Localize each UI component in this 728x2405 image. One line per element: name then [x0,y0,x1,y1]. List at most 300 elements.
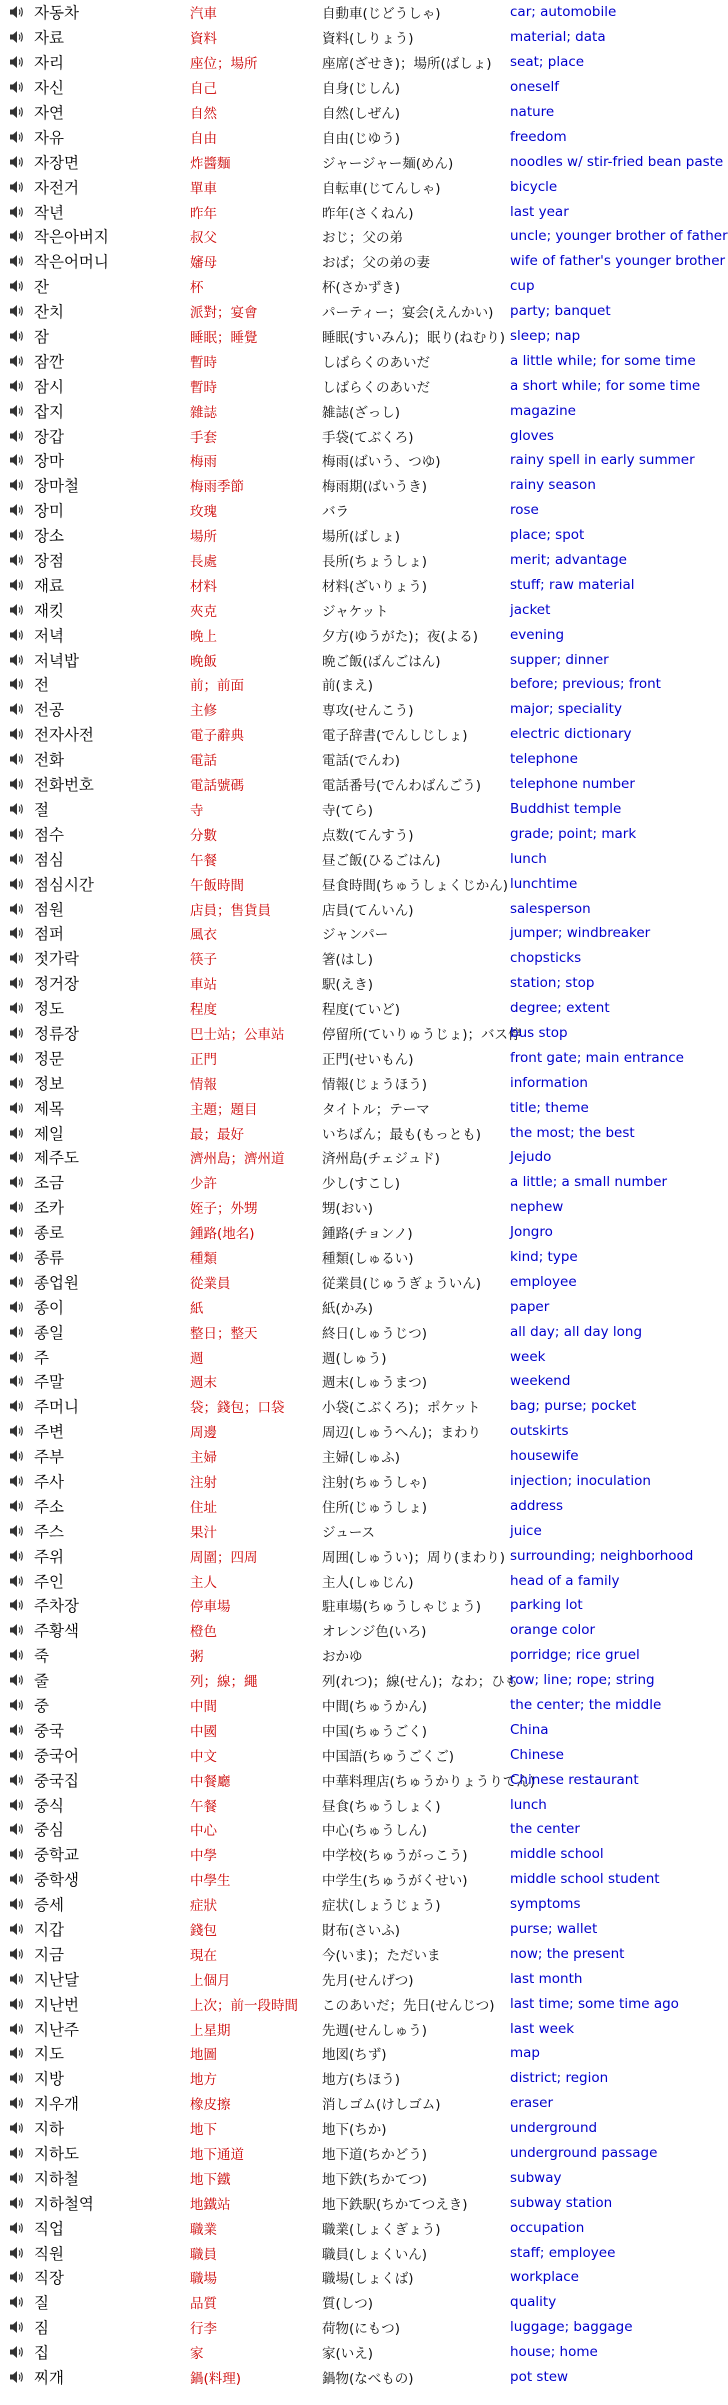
speaker-icon[interactable] [0,2096,34,2110]
english-translation: supper; dinner [510,651,609,668]
korean-word: 종이 [34,1298,64,1317]
japanese-translation: 夕方(ゆうがた)；夜(よる) [322,628,479,645]
japanese-translation: 昼食時間(ちゅうしょくじかん) [322,877,509,894]
vocab-row [0,1021,720,1046]
speaker-icon[interactable] [0,1101,34,1115]
vocab-row [0,1693,720,1718]
japanese-translation: 週末(しゅうまつ) [322,1375,428,1392]
english-translation: nephew [510,1199,564,1216]
vocab-row [0,697,720,722]
speaker-icon[interactable] [0,105,34,119]
japanese-translation: 地方(ちほう) [322,2072,401,2089]
speaker-icon[interactable] [0,503,34,517]
japanese-translation: 昼ご飯(ひるごはん) [322,852,441,869]
speaker-icon[interactable] [0,55,34,69]
vocab-row [0,75,720,100]
speaker-icon[interactable] [0,304,34,318]
vocab-row [0,1892,720,1917]
english-translation: gloves [510,427,554,444]
speaker-icon[interactable] [0,1847,34,1861]
vocab-row [0,1195,720,1220]
chinese-translation: 杯 [190,280,204,297]
speaker-icon[interactable] [0,1673,34,1687]
vocab-row [0,1070,720,1095]
speaker-icon[interactable] [0,1225,34,1239]
chinese-translation: 整日；整天 [190,1325,258,1342]
speaker-icon[interactable] [0,1374,34,1388]
speaker-icon[interactable] [0,1175,34,1189]
speaker-icon[interactable] [0,2270,34,2284]
speaker-icon[interactable] [0,553,34,567]
english-translation: merit; advantage [510,552,627,569]
speaker-icon[interactable] [0,354,34,368]
vocab-row [0,523,720,548]
speaker-icon[interactable] [0,1424,34,1438]
speaker-icon[interactable] [0,1325,34,1339]
korean-word: 주머니 [34,1398,79,1417]
chinese-translation: 派對；宴會 [190,305,258,322]
chinese-translation: 紙 [190,1300,204,1317]
japanese-translation: 地下鉄(ちかてつ) [322,2171,428,2188]
vocab-row [0,2290,720,2315]
speaker-icon[interactable] [0,1350,34,1364]
speaker-icon[interactable] [0,752,34,766]
japanese-translation: 職員(しょくいん) [322,2246,428,2263]
speaker-icon[interactable] [0,1275,34,1289]
speaker-icon[interactable] [0,1250,34,1264]
speaker-icon[interactable] [0,205,34,219]
speaker-icon[interactable] [0,1449,34,1463]
speaker-icon[interactable] [0,976,34,990]
speaker-icon[interactable] [0,677,34,691]
korean-word: 제목 [34,1099,64,1118]
vocab-row [0,2315,720,2340]
speaker-icon[interactable] [0,155,34,169]
speaker-icon[interactable] [0,1897,34,1911]
japanese-translation: 中学校(ちゅうがっこう) [322,1848,468,1865]
english-translation: major; speciality [510,701,622,718]
vocab-row [0,2240,720,2265]
japanese-translation: 駅(えき) [322,977,374,994]
english-translation: a short while; for some time [510,377,701,394]
english-translation: head of a family [510,1572,620,1589]
speaker-icon[interactable] [0,279,34,293]
vocab-row [0,473,720,498]
english-translation: house; home [510,2344,598,2361]
chinese-translation: 周邊 [190,1425,217,1442]
japanese-translation: 家(いえ) [322,2346,374,2363]
english-translation: nature [510,104,555,120]
vocab-row [0,2340,720,2365]
japanese-translation: 中国語(ちゅうごくご) [322,1748,455,1765]
speaker-icon[interactable] [0,478,34,492]
chinese-translation: 地鐵站 [190,2196,231,2213]
japanese-translation: 店員(てんいん) [322,902,414,919]
korean-word: 중학교 [34,1846,79,1865]
chinese-translation: 周圍；四周 [190,1549,258,1566]
speaker-icon[interactable] [0,1574,34,1588]
vocab-row [0,2116,720,2141]
english-translation: purse; wallet [510,1921,598,1938]
japanese-translation: 先週(せんしゅう) [322,2022,428,2039]
english-translation: a little; a small number [510,1174,668,1191]
vocab-row [0,1742,720,1767]
english-translation: last time; some time ago [510,1995,679,2012]
speaker-icon[interactable] [0,1798,34,1812]
korean-word: 직원 [34,2244,64,2263]
english-translation: grade; point; mark [510,825,637,842]
chinese-translation: 自然 [190,106,217,122]
speaker-icon[interactable] [0,2071,34,2085]
chinese-translation: 職業 [190,2221,217,2238]
speaker-icon[interactable] [0,1051,34,1065]
speaker-icon[interactable] [0,1822,34,1836]
speaker-icon[interactable] [0,2295,34,2309]
chinese-translation: 果汁 [190,1524,217,1541]
english-translation: housewife [510,1448,579,1465]
japanese-translation: 主婦(しゅふ) [322,1450,401,1467]
speaker-icon[interactable] [0,453,34,467]
speaker-icon[interactable] [0,628,34,642]
speaker-icon[interactable] [0,2246,34,2260]
korean-word: 장갑 [34,427,64,446]
korean-word: 중 [34,1697,49,1715]
speaker-icon[interactable] [0,2370,34,2384]
english-translation: address [510,1497,564,1514]
speaker-icon[interactable] [0,727,34,741]
chinese-translation: 中國 [190,1723,217,1740]
chinese-translation: 車站 [190,977,217,994]
english-translation: weekend [510,1373,571,1390]
chinese-translation: 注射 [190,1474,217,1491]
japanese-translation: 地下(ちか) [322,2122,387,2139]
speaker-icon[interactable] [0,1947,34,1961]
speaker-icon[interactable] [0,1524,34,1538]
japanese-translation: 睡眠(すいみん)；眠り(ねむり) [322,330,506,347]
speaker-icon[interactable] [0,254,34,268]
korean-word: 자동차 [34,4,79,23]
chinese-translation: 行李 [190,2321,217,2338]
korean-word: 지방 [34,2070,64,2089]
chinese-translation: 姪子；外甥 [190,1201,258,1218]
chinese-translation: 地下 [190,2122,217,2139]
speaker-icon[interactable] [0,1001,34,1015]
japanese-translation: 消しゴム(けしゴム) [322,2097,441,2114]
korean-word: 장마 [34,452,64,471]
speaker-icon[interactable] [0,1126,34,1140]
japanese-translation: 済州島(チェジュド) [322,1151,440,1168]
speaker-icon[interactable] [0,951,34,965]
korean-word: 재료 [34,576,64,595]
speaker-icon[interactable] [0,404,34,418]
chinese-translation: 從業員 [190,1275,231,1292]
chinese-translation: 正門 [190,1051,217,1068]
vocab-row [0,1842,720,1867]
vocab-row [0,1369,720,1394]
speaker-icon[interactable] [0,379,34,393]
vocab-row [0,1493,720,1518]
speaker-icon[interactable] [0,2146,34,2160]
english-translation: material; data [510,29,606,46]
speaker-icon[interactable] [0,2345,34,2359]
korean-word: 전화번호 [34,776,94,795]
english-translation: oneself [510,79,559,96]
japanese-translation: 専攻(せんこう) [322,703,414,720]
english-translation: party; banquet [510,303,611,320]
japanese-translation: 中国(ちゅうごく) [322,1723,428,1740]
speaker-icon[interactable] [0,653,34,667]
japanese-translation: パーティー；宴会(えんかい) [322,305,494,322]
vocab-row [0,1543,720,1568]
korean-word: 주말 [34,1373,64,1392]
japanese-translation: 種類(しゅるい) [322,1250,414,1267]
english-translation: eraser [510,2095,554,2112]
speaker-icon[interactable] [0,180,34,194]
japanese-translation: 梅雨期(ばいうき) [322,479,428,496]
speaker-icon[interactable] [0,1549,34,1563]
korean-word: 잠깐 [34,352,64,371]
speaker-icon[interactable] [0,1748,34,1762]
speaker-icon[interactable] [0,1598,34,1612]
japanese-translation: ジャケット [322,603,389,620]
speaker-icon[interactable] [0,1872,34,1886]
chinese-translation: 上次；前一段時間 [190,1997,298,2014]
vocab-row [0,174,720,199]
japanese-translation: 質(しつ) [322,2296,374,2313]
speaker-icon[interactable] [0,926,34,940]
chinese-translation: 中學 [190,1848,217,1865]
chinese-translation: 停車場 [190,1599,231,1616]
english-translation: surrounding; neighborhood [510,1547,694,1564]
chinese-translation: 程度 [190,1002,217,1019]
speaker-icon[interactable] [0,702,34,716]
english-translation: subway [510,2169,562,2186]
speaker-icon[interactable] [0,1623,34,1637]
english-translation: rose [510,502,539,519]
english-translation: pot stew [510,2369,569,2386]
korean-word: 주변 [34,1423,64,1442]
speaker-icon[interactable] [0,1200,34,1214]
korean-word: 점원 [34,900,64,919]
korean-word: 잔 [34,278,49,297]
english-translation: underground [510,2120,598,2137]
vocab-row [0,747,720,772]
speaker-icon[interactable] [0,2171,34,2185]
korean-word: 정도 [34,1000,64,1019]
chinese-translation: 風衣 [190,927,217,944]
korean-word: 장점 [34,552,64,571]
korean-word: 짐 [34,2319,49,2338]
speaker-icon[interactable] [0,1499,34,1513]
chinese-translation: 中學生 [190,1873,231,1890]
vocab-row [0,996,720,1021]
chinese-translation: 梅雨季節 [190,479,244,496]
english-translation: the center [510,1821,580,1838]
chinese-translation: 週 [190,1350,204,1367]
vocab-row [0,921,720,946]
vocab-row [0,1444,720,1469]
korean-word: 자전거 [34,178,79,197]
korean-word: 지갑 [34,1921,64,1940]
speaker-icon[interactable] [0,1972,34,1986]
english-translation: China [510,1721,549,1738]
english-translation: magazine [510,402,576,419]
vocab-row [0,846,720,871]
english-translation: map [510,2045,540,2062]
speaker-icon[interactable] [0,2022,34,2036]
korean-word: 정류장 [34,1024,79,1043]
speaker-icon[interactable] [0,1922,34,1936]
japanese-translation: 雑誌(ざっし) [322,404,401,421]
english-translation: luggage; baggage [510,2319,633,2336]
chinese-translation: 晚飯 [190,653,217,670]
japanese-translation: 地下鉄駅(ちかてつえき) [322,2196,468,2213]
speaker-icon[interactable] [0,528,34,542]
chinese-translation: 住址 [190,1499,217,1516]
japanese-translation: 周辺(しゅうへん)；まわり [322,1425,482,1442]
korean-word: 줄 [34,1672,49,1691]
chinese-translation: 午飯時間 [190,877,244,894]
speaker-icon[interactable] [0,1997,34,2011]
speaker-icon[interactable] [0,5,34,19]
speaker-icon[interactable] [0,130,34,144]
speaker-icon[interactable] [0,578,34,592]
korean-word: 잠시 [34,377,64,396]
english-translation: car; automobile [510,4,617,21]
korean-word: 자연 [34,104,64,122]
korean-word: 정보 [34,1074,64,1093]
english-translation: workplace [510,2269,579,2286]
english-translation: rainy spell in early summer [510,452,695,469]
speaker-icon[interactable] [0,1399,34,1413]
vocab-row [0,722,720,747]
vocab-row [0,124,720,149]
speaker-icon[interactable] [0,1723,34,1737]
vocab-row [0,1469,720,1494]
chinese-translation: 材料 [190,578,217,595]
speaker-icon[interactable] [0,1150,34,1164]
japanese-translation: おじ；父の弟 [322,230,403,247]
japanese-translation: 中華料理店(ちゅうかりょうりてん) [322,1773,536,1790]
japanese-translation: 中学生(ちゅうがくせい) [322,1873,468,1890]
vocab-row [0,1717,720,1742]
vocab-row [0,299,720,324]
speaker-icon[interactable] [0,329,34,343]
japanese-translation: 駐車場(ちゅうしゃじょう) [322,1599,482,1616]
speaker-icon[interactable] [0,30,34,44]
english-translation: cup [510,278,535,295]
speaker-icon[interactable] [0,429,34,443]
speaker-icon[interactable] [0,2221,34,2235]
speaker-icon[interactable] [0,827,34,841]
chinese-translation: 職場 [190,2271,217,2288]
vocab-row [0,597,720,622]
vocab-row [0,398,720,423]
speaker-icon[interactable] [0,1698,34,1712]
japanese-translation: 財布(さいふ) [322,1923,401,1940]
speaker-icon[interactable] [0,1648,34,1662]
speaker-icon[interactable] [0,852,34,866]
japanese-translation: 終日(しゅうじつ) [322,1325,428,1342]
speaker-icon[interactable] [0,2320,34,2334]
chinese-translation: 主婦 [190,1450,217,1467]
speaker-icon[interactable] [0,777,34,791]
chinese-translation: 少許 [190,1176,217,1193]
english-translation: information [510,1074,588,1091]
japanese-translation: 自動車(じどうしゃ) [322,6,441,23]
english-translation: freedom [510,128,567,145]
english-translation: underground passage [510,2145,658,2162]
english-translation: Jongro [510,1224,553,1241]
chinese-translation: 最；最好 [190,1126,244,1143]
speaker-icon[interactable] [0,1026,34,1040]
chinese-translation: 汽車 [190,6,217,23]
speaker-icon[interactable] [0,1300,34,1314]
korean-word: 주위 [34,1547,64,1566]
speaker-icon[interactable] [0,802,34,816]
chinese-translation: 雜誌 [190,404,217,421]
chinese-translation: 嬸母 [190,255,217,272]
speaker-icon[interactable] [0,2121,34,2135]
vocab-row [0,1643,720,1668]
korean-word: 찌개 [34,2369,64,2388]
chinese-translation: 種類 [190,1250,217,1267]
english-translation: chopsticks [510,950,582,967]
japanese-translation: 自然(しぜん) [322,106,401,122]
chinese-translation: 睡眠；睡覺 [190,330,258,347]
chinese-translation: 巴士站；公車站 [190,1026,285,1043]
vocab-row [0,572,720,597]
speaker-icon[interactable] [0,902,34,916]
speaker-icon[interactable] [0,2046,34,2060]
korean-word: 지우개 [34,2095,79,2114]
vocab-row [0,2066,720,2091]
chinese-translation: 主人 [190,1574,217,1591]
speaker-icon[interactable] [0,1076,34,1090]
chinese-translation: 電話號碼 [190,778,244,795]
speaker-icon[interactable] [0,877,34,891]
korean-word: 지하철역 [34,2194,94,2213]
vocab-row [0,1941,720,1966]
speaker-icon[interactable] [0,1474,34,1488]
japanese-translation: 周囲(しゅうい)；周り(まわり) [322,1549,506,1566]
speaker-icon[interactable] [0,1773,34,1787]
vocab-row [0,1294,720,1319]
korean-word: 주황색 [34,1622,79,1641]
vocab-row [0,1817,720,1842]
vocab-row [0,647,720,672]
korean-word: 자료 [34,29,64,48]
chinese-translation: 昨年 [190,205,217,222]
vocab-row [0,199,720,224]
vocab-row [0,1568,720,1593]
english-translation: employee [510,1273,577,1290]
korean-word: 지금 [34,1945,64,1964]
speaker-icon[interactable] [0,80,34,94]
chinese-translation: 症狀 [190,1898,217,1915]
speaker-icon[interactable] [0,229,34,243]
speaker-icon[interactable] [0,2196,34,2210]
vocab-row [0,1319,720,1344]
chinese-translation: 電子辭典 [190,728,244,745]
speaker-icon[interactable] [0,603,34,617]
vocab-row [0,1220,720,1245]
vocab-row [0,772,720,797]
vocab-row [0,249,726,274]
chinese-translation: 電話 [190,753,217,770]
chinese-translation: 錢包 [190,1923,217,1940]
japanese-translation: 資料(しりょう) [322,31,414,48]
